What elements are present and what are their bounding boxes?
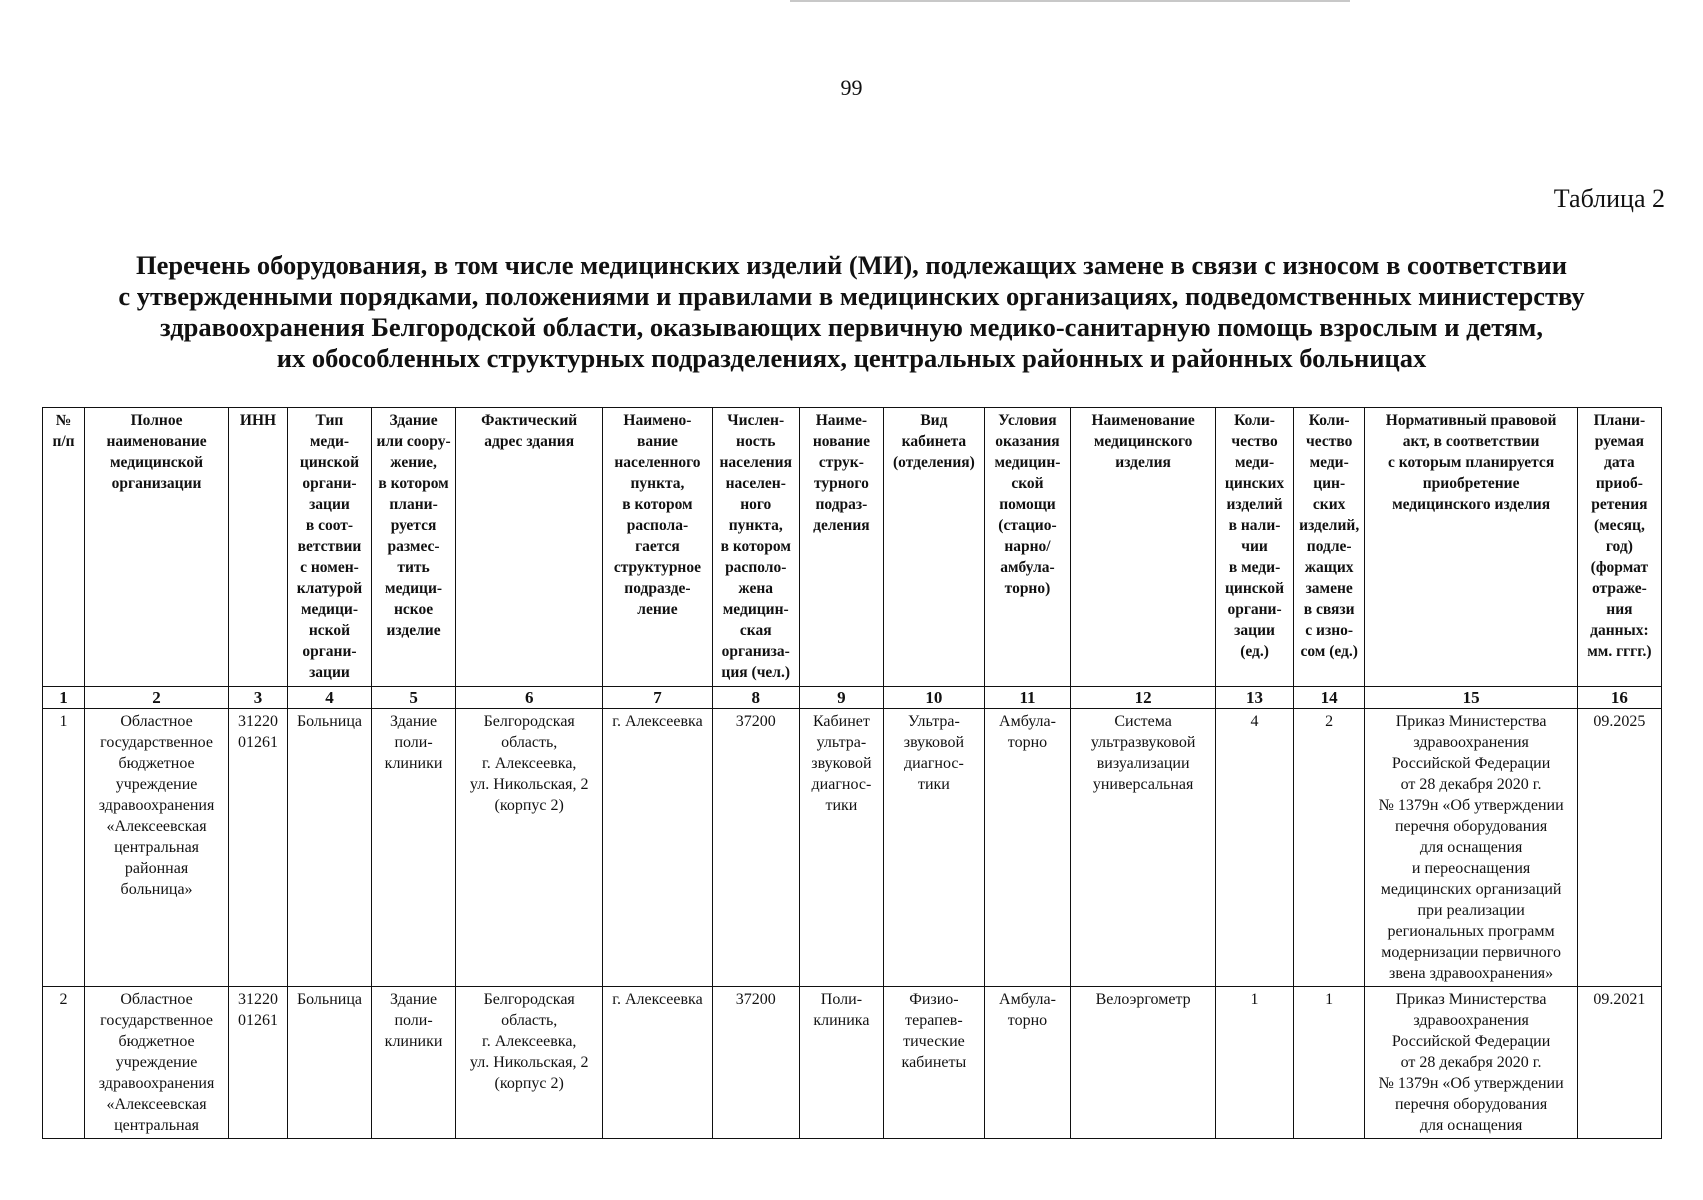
column-number-row [43, 687, 1662, 709]
document-title [40, 250, 1663, 374]
cell-quantity-available: 1 [1216, 987, 1294, 1139]
cell-building: Здание поли- клиники [372, 987, 456, 1139]
cell-quantity-replace: 2 [1293, 709, 1364, 987]
column-number: 7 [603, 687, 712, 709]
cell-care-conditions: Амбула- торно [984, 709, 1070, 987]
header-cell: ИНН [229, 408, 288, 687]
cell-address: Белгородская область, г. Алексеевка, ул. Никольская, 2 (корпус 2) [456, 709, 603, 987]
cell-planned-date: 09.2025 [1577, 709, 1661, 987]
header-cell: Полное наименование медицинской организации [85, 408, 229, 687]
column-number: 11 [984, 687, 1070, 709]
column-number: 4 [287, 687, 371, 709]
equipment-table [42, 407, 1662, 1139]
header-cell: Коли- чество меди- цинских изделий в нали- чии в меди- цинской органи- зации (ед.) [1216, 408, 1294, 687]
cell-quantity-available: 4 [1216, 709, 1294, 987]
column-number: 9 [799, 687, 883, 709]
cell-locality: г. Алексеевка [603, 709, 712, 987]
cell-subdivision: Поли- клиника [799, 987, 883, 1139]
cell-legal-act: Приказ Министерства здравоохранения Российской Федерации от 28 декабря 2020 г. № 1379н «Об утверждении перечня оборудования для оснащения [1365, 987, 1577, 1139]
header-cell: Наиме- нование струк- турного подраз- деления [799, 408, 883, 687]
cell-population: 37200 [712, 987, 799, 1139]
column-number: 12 [1071, 687, 1216, 709]
cell-quantity-replace: 1 [1293, 987, 1364, 1139]
top-border-line [790, 0, 1350, 2]
header-cell: № п/п [43, 408, 85, 687]
header-cell: Условия оказания медицин- ской помощи (стацио- нарно/ амбула- торно) [984, 408, 1070, 687]
title-line: Перечень оборудования, в том числе медицинских изделий (МИ), подлежащих замене в связи с износом в соответствии [136, 250, 1567, 280]
column-number: 1 [43, 687, 85, 709]
cell-organization-name: Областное государственное бюджетное учреждение здравоохранения «Алексеевская центральная [85, 987, 229, 1139]
column-number: 6 [456, 687, 603, 709]
header-cell: Плани- руемая дата приоб- ретения (месяц, год) (формат отраже- ния данных: мм. гггг.) [1577, 408, 1661, 687]
cell-organization-type: Больница [287, 709, 371, 987]
cell-inn: 31220 01261 [229, 709, 288, 987]
column-number: 13 [1216, 687, 1294, 709]
header-cell: Фактический адрес здания [456, 408, 603, 687]
cell-locality: г. Алексеевка [603, 987, 712, 1139]
header-cell: Наимено- вание населенного пункта, в котором распола- гается структурное подразде- ление [603, 408, 712, 687]
column-number: 15 [1365, 687, 1577, 709]
page-number: 99 [840, 75, 863, 100]
header-cell: Нормативный правовой акт, в соответствии с которым планируется приобретение медицинского изделия [1365, 408, 1577, 687]
cell-care-conditions: Амбула- торно [984, 987, 1070, 1139]
title-line: здравоохранения Белгородской области, оказывающих первичную медико-санитарную помощь взрослым и детям, [160, 312, 1543, 342]
header-cell: Числен- ность населения населен- ного пункта, в котором располо- жена медицин- ская организа- ция (чел.) [712, 408, 799, 687]
cell-cabinet-type: Ультра- звуковой диагнос- тики [883, 709, 984, 987]
cell-organization-type: Больница [287, 987, 371, 1139]
table-row [43, 709, 1662, 987]
cell-device-name: Велоэргометр [1071, 987, 1216, 1139]
cell-planned-date: 09.2021 [1577, 987, 1661, 1139]
cell-cabinet-type: Физио- терапев- тические кабинеты [883, 987, 984, 1139]
column-number: 14 [1293, 687, 1364, 709]
cell-building: Здание поли- клиники [372, 709, 456, 987]
cell-device-name: Система ультразвуковой визуализации универсальная [1071, 709, 1216, 987]
column-number: 8 [712, 687, 799, 709]
column-number: 2 [85, 687, 229, 709]
header-cell: Вид кабинета (отделения) [883, 408, 984, 687]
cell-row-number: 1 [43, 709, 85, 987]
header-cell: Здание или соору- жение, в котором плани- руется размес- тить медици- нское изделие [372, 408, 456, 687]
column-number: 3 [229, 687, 288, 709]
table-header-row [43, 408, 1662, 687]
table-row [43, 987, 1662, 1139]
table-label: Таблица 2 [1553, 184, 1665, 213]
cell-subdivision: Кабинет ультра- звуковой диагнос- тики [799, 709, 883, 987]
cell-legal-act: Приказ Министерства здравоохранения Российской Федерации от 28 декабря 2020 г. № 1379н «Об утверждении перечня оборудования для оснащения и переоснащения медицинских организаций при реализации региональных программ модернизации первичного звена здравоохранения» [1365, 709, 1577, 987]
column-number: 5 [372, 687, 456, 709]
title-line: с утвержденными порядками, положениями и правилами в медицинских организациях, подведомственных министерству [118, 281, 1585, 311]
cell-population: 37200 [712, 709, 799, 987]
cell-row-number: 2 [43, 987, 85, 1139]
cell-organization-name: Областное государственное бюджетное учреждение здравоохранения «Алексеевская центральная районная больница» [85, 709, 229, 987]
cell-inn: 31220 01261 [229, 987, 288, 1139]
column-number: 16 [1577, 687, 1661, 709]
cell-address: Белгородская область, г. Алексеевка, ул. Никольская, 2 (корпус 2) [456, 987, 603, 1139]
header-cell: Наименование медицинского изделия [1071, 408, 1216, 687]
header-cell: Тип меди- цинской органи- зации в соот- ветствии с номен- клатурой медици- нской органи- зации [287, 408, 371, 687]
column-number: 10 [883, 687, 984, 709]
title-line: их обособленных структурных подразделениях, центральных районных и районных больницах [276, 343, 1427, 373]
header-cell: Коли- чество меди- цин- ских изделий, подле- жащих замене в связи с изно- сом (ед.) [1293, 408, 1364, 687]
